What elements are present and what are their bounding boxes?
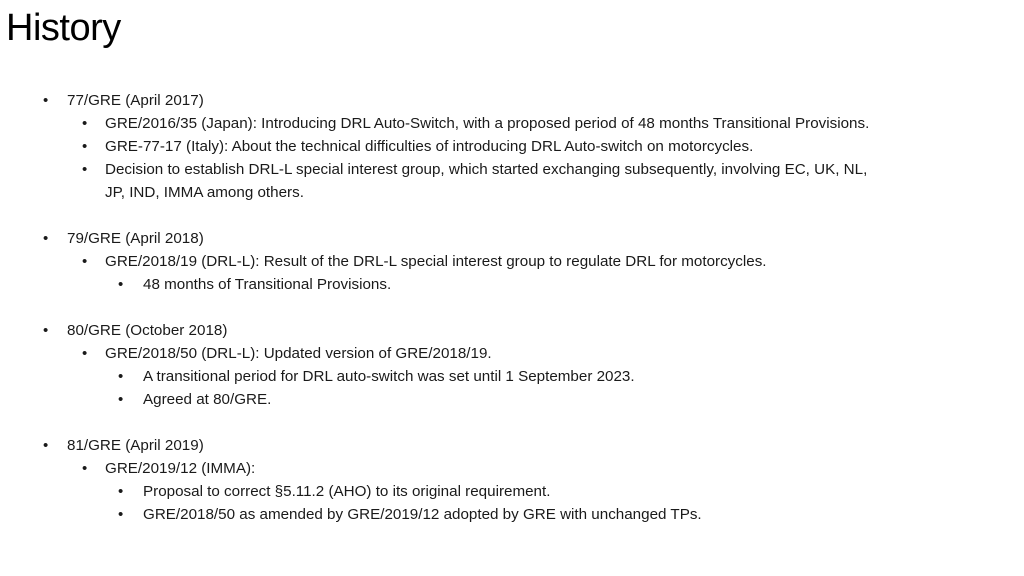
list-item-text: GRE/2016/35 (Japan): Introducing DRL Auto-Switch, with a proposed period of 48 months Transitional Provisions. xyxy=(105,115,870,132)
sub-list-item xyxy=(0,365,1010,388)
section-heading-text: 77/GRE (April 2017) xyxy=(67,92,204,109)
bullet-icon: • xyxy=(82,115,88,132)
bullet-icon: • xyxy=(82,161,88,178)
sub-list-item xyxy=(0,388,1010,411)
section-heading-77-gre xyxy=(0,89,1010,112)
sub-list-item-text: A transitional period for DRL auto-switch was set until 1 September 2023. xyxy=(143,368,635,385)
spacer xyxy=(0,411,1010,434)
bullet-icon: • xyxy=(82,460,88,477)
section-heading-80-gre xyxy=(0,319,1010,342)
bullet-icon: • xyxy=(118,506,124,523)
list-item xyxy=(0,250,1010,273)
spacer xyxy=(0,204,1010,227)
bullet-icon: • xyxy=(118,368,124,385)
list-item-text: GRE/2019/12 (IMMA): xyxy=(105,460,256,477)
slide-title: History xyxy=(6,7,121,49)
bullet-icon: • xyxy=(118,483,124,500)
section-heading-79-gre xyxy=(0,227,1010,250)
section-heading-text: 79/GRE (April 2018) xyxy=(67,230,204,247)
sub-list-item xyxy=(0,273,1010,296)
section-heading-text: 80/GRE (October 2018) xyxy=(67,322,228,339)
bullet-icon: • xyxy=(118,391,124,408)
bullet-icon: • xyxy=(82,138,88,155)
list-item xyxy=(0,457,1010,480)
list-item xyxy=(0,342,1010,365)
list-item-text: GRE/2018/19 (DRL-L): Result of the DRL-L special interest group to regulate DRL for motorcycles. xyxy=(105,253,767,270)
bullet-icon: • xyxy=(118,276,124,293)
bullet-icon: • xyxy=(43,322,49,339)
bullet-icon: • xyxy=(82,253,88,270)
list-item xyxy=(0,158,1010,181)
sub-list-item-text: Proposal to correct §5.11.2 (AHO) to its original requirement. xyxy=(143,483,551,500)
sub-list-item xyxy=(0,480,1010,503)
section-heading-81-gre xyxy=(0,434,1010,457)
bullet-icon: • xyxy=(43,92,49,109)
sub-list-item-text: GRE/2018/50 as amended by GRE/2019/12 adopted by GRE with unchanged TPs. xyxy=(143,506,702,523)
bullet-icon: • xyxy=(43,230,49,247)
sub-list-item-text: Agreed at 80/GRE. xyxy=(143,391,272,408)
slide-content xyxy=(0,89,1010,526)
list-item-text: GRE/2018/50 (DRL-L): Updated version of GRE/2018/19. xyxy=(105,345,492,362)
list-item xyxy=(0,112,1010,135)
list-item-continuation: JP, IND, IMMA among others. xyxy=(105,184,304,201)
section-heading-text: 81/GRE (April 2019) xyxy=(67,437,204,454)
spacer xyxy=(0,296,1010,319)
sub-list-item xyxy=(0,503,1010,526)
bullet-icon: • xyxy=(82,345,88,362)
list-item-text: GRE-77-17 (Italy): About the technical difficulties of introducing DRL Auto-switch on motorcycles. xyxy=(105,138,754,155)
list-item xyxy=(0,135,1010,158)
bullet-icon: • xyxy=(43,437,49,454)
list-item-text: Decision to establish DRL-L special interest group, which started exchanging subsequently, involving EC, UK, NL, xyxy=(105,161,868,178)
sub-list-item-text: 48 months of Transitional Provisions. xyxy=(143,276,392,293)
